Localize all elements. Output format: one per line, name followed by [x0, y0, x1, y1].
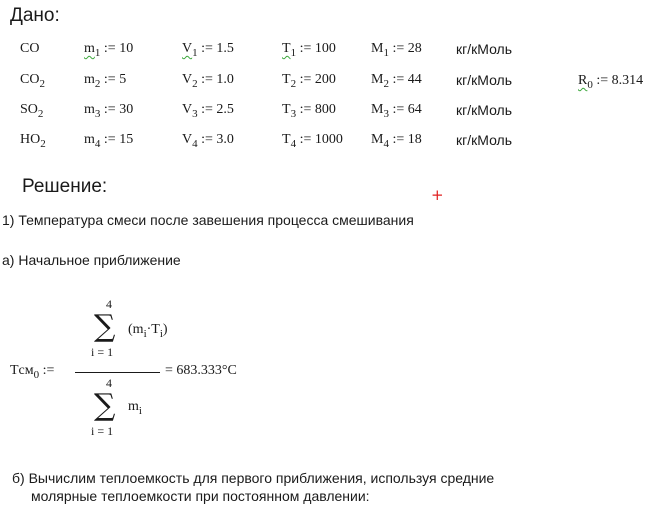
molar-mass-1: $M_1$ := 28 [371, 41, 422, 59]
gas-constant: $R_0$ := 8.314 [578, 73, 644, 91]
temperature-1: $T_1$ := 100 [282, 41, 336, 59]
step-1-text: 1) Температура смеси после завешения процесса смешивания [2, 212, 414, 228]
numerator-lower-limit: i = 1 [91, 345, 114, 359]
molar-mass-3: $M_3$ := 64 [371, 102, 422, 120]
temperature-4: $T_4$ := 1000 [282, 132, 343, 150]
gas-name-4: $HO_2$ [20, 132, 46, 150]
gas-name-1: CO [20, 41, 40, 56]
denominator-upper-limit: 4 [106, 376, 112, 390]
numerator-upper-limit: 4 [106, 297, 112, 311]
molar-mass-unit-2: кг/кМоль [456, 72, 513, 88]
numerator-sum-icon: ∑ [94, 309, 116, 344]
denominator-sum-icon: ∑ [94, 388, 116, 423]
mass-3: $m_3$ := 30 [84, 102, 134, 120]
volume-4: $V_4$ := 3.0 [182, 132, 234, 150]
denominator-lower-limit: i = 1 [91, 424, 114, 438]
volume-3: $V_3$ := 2.5 [182, 102, 234, 120]
volume-1: $V_1$ := 1.5 [182, 41, 234, 59]
solution-heading: Решение: [22, 176, 108, 197]
temperature-2: $T_2$ := 200 [282, 72, 336, 90]
formula-lhs: Tсм$_0$ := [10, 363, 55, 381]
mass-4: $m_4$ := 15 [84, 132, 134, 150]
molar-mass-4: $M_4$ := 18 [371, 132, 422, 150]
numerator-term: $(m_i\cdot T_i)$ [128, 322, 168, 340]
molar-mass-unit-4: кг/кМоль [456, 132, 513, 148]
mass-1: $m_1$ := 10 [84, 41, 134, 59]
step-b-text-line2: молярные теплоемкости при постоянном давлении: [31, 488, 370, 504]
gas-name-3: $SO_2$ [20, 102, 44, 120]
mass-2: $m_2$ := 5 [84, 72, 127, 90]
gas-name-2: $CO_2$ [20, 72, 45, 90]
molar-mass-unit-1: кг/кМоль [456, 41, 513, 57]
volume-2: $V_2$ := 1.0 [182, 72, 234, 90]
fraction-bar [75, 372, 160, 373]
temperature-3: $T_3$ := 800 [282, 102, 336, 120]
molar-mass-unit-3: кг/кМоль [456, 102, 513, 118]
denominator-term: $m_i$ [128, 399, 142, 417]
given-heading: Дано: [10, 5, 60, 26]
formula-result: = 683.333°C [165, 363, 237, 378]
step-a-text: а) Начальное приближение [2, 252, 181, 268]
crosshair-cursor-icon: + [431, 186, 444, 204]
molar-mass-2: $M_2$ := 44 [371, 72, 422, 90]
step-b-text-line1: б) Вычислим теплоемкость для первого приближения, используя средние [12, 470, 495, 486]
